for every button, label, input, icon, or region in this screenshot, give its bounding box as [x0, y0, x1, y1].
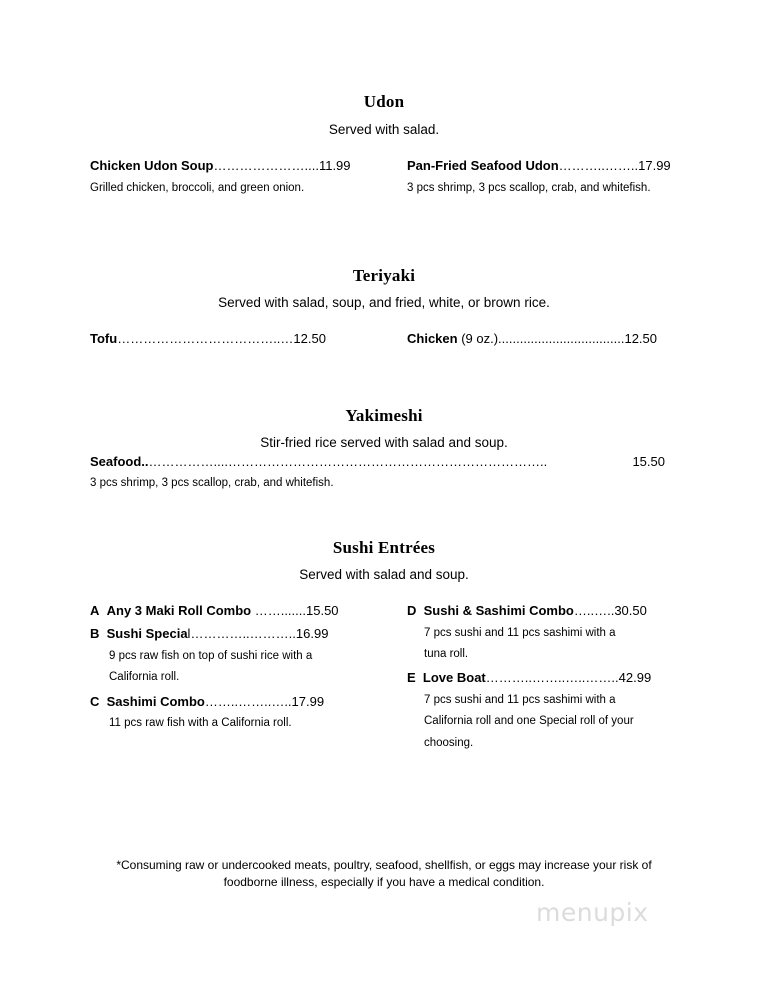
- item-name: Chicken: [407, 331, 458, 346]
- item-name: Sushi & Sashimi Combo: [423, 603, 574, 618]
- item-price: 15.50: [306, 603, 339, 618]
- item-leader: …………………....: [213, 158, 319, 173]
- item-letter: D: [407, 603, 417, 618]
- item-leader: …………..………..: [190, 626, 296, 641]
- menu-item-c: [90, 694, 324, 709]
- item-description: Grilled chicken, broccoli, and green onion.: [90, 182, 305, 194]
- item-price: 16.99: [295, 626, 329, 641]
- item-price: 15.50: [632, 454, 665, 469]
- health-notice: [60, 857, 708, 891]
- item-name: Sashimi Combo: [106, 694, 205, 709]
- item-letter: C: [90, 694, 100, 709]
- item-description: choosing.: [424, 737, 474, 749]
- menu-item-a: [90, 603, 339, 618]
- item-name: Sushi Specia: [106, 626, 188, 641]
- item-leader: …….......: [251, 603, 306, 618]
- item-description: 3 pcs shrimp, 3 pcs scallop, crab, and whitefish.: [407, 182, 651, 194]
- teriyaki-subtitle: Served with salad, soup, and fried, white, or brown rice.: [218, 295, 550, 310]
- item-price: 30.50: [614, 603, 647, 618]
- item-leader: ………..……..: [558, 158, 639, 173]
- item-name: Pan-Fried Seafood Udon: [407, 158, 559, 173]
- item-price: 12.50: [624, 331, 658, 346]
- item-price: 17.99: [291, 694, 325, 709]
- menu-item-b: [90, 626, 328, 641]
- menu-item-chicken-udon-soup: [90, 158, 351, 173]
- health-notice-line2: foodborne illness, especially if you have a medical condition.: [223, 875, 545, 889]
- menu-item-pan-fried-seafood-udon: [407, 158, 671, 173]
- udon-heading: Udon: [363, 92, 405, 111]
- item-price: 42.99: [618, 670, 652, 685]
- yakimeshi-subtitle: Stir-fried rice served with salad and soup.: [260, 435, 508, 450]
- item-leader: …..…..: [573, 603, 615, 618]
- item-qualifier: (9 oz.): [461, 331, 499, 346]
- item-letter: B: [90, 626, 100, 641]
- item-description: 3 pcs shrimp, 3 pcs scallop, crab, and whitefish.: [90, 477, 334, 489]
- item-name-rest: l: [187, 626, 191, 641]
- item-description: California roll and one Special roll of your: [424, 715, 634, 727]
- item-name: Love Boat: [422, 670, 486, 685]
- yakimeshi-heading: Yakimeshi: [345, 406, 423, 425]
- item-letter: A: [90, 603, 100, 618]
- item-description: 7 pcs sushi and 11 pcs sashimi with a: [424, 694, 616, 706]
- item-price: 12.50: [293, 331, 326, 346]
- sushi-subtitle: Served with salad and soup.: [299, 567, 469, 582]
- item-description: 9 pcs raw fish on top of sushi rice with a: [109, 650, 313, 662]
- item-name: Seafood..: [90, 454, 149, 469]
- health-notice-line1: *Consuming raw or undercooked meats, poultry, seafood, shellfish, or eggs may increase your risk of: [116, 858, 652, 872]
- item-leader: ……..……..…..: [204, 694, 292, 709]
- menupix-watermark: menupix: [536, 898, 649, 927]
- item-name: Tofu: [90, 331, 118, 346]
- item-description: tuna roll.: [424, 648, 469, 660]
- menu-item-chicken: [407, 331, 657, 346]
- item-price: 17.99: [638, 158, 671, 173]
- item-description: 7 pcs sushi and 11 pcs sashimi with a: [424, 627, 616, 639]
- teriyaki-heading: Teriyaki: [352, 266, 416, 285]
- item-name: Chicken Udon Soup: [90, 158, 214, 173]
- udon-subtitle: Served with salad.: [328, 122, 440, 137]
- item-letter: E: [407, 670, 416, 685]
- item-name: Any 3 Maki Roll Combo: [106, 603, 252, 618]
- item-leader: ………..……..…..……..: [485, 670, 619, 685]
- item-description: 11 pcs raw fish with a California roll.: [109, 717, 292, 729]
- item-price: 11.99: [318, 158, 351, 173]
- item-leader: ………………………………..…: [117, 331, 294, 346]
- menu-item-d: [407, 603, 647, 618]
- sushi-heading: Sushi Entrées: [332, 538, 436, 557]
- item-leader: ……………....………………………………………………………………..: [148, 454, 548, 469]
- item-leader: ...................................: [498, 331, 625, 346]
- menu-item-seafood: [90, 454, 665, 469]
- menu-item-e: [407, 670, 651, 685]
- menu-item-tofu: [90, 331, 326, 346]
- item-description: California roll.: [109, 671, 180, 683]
